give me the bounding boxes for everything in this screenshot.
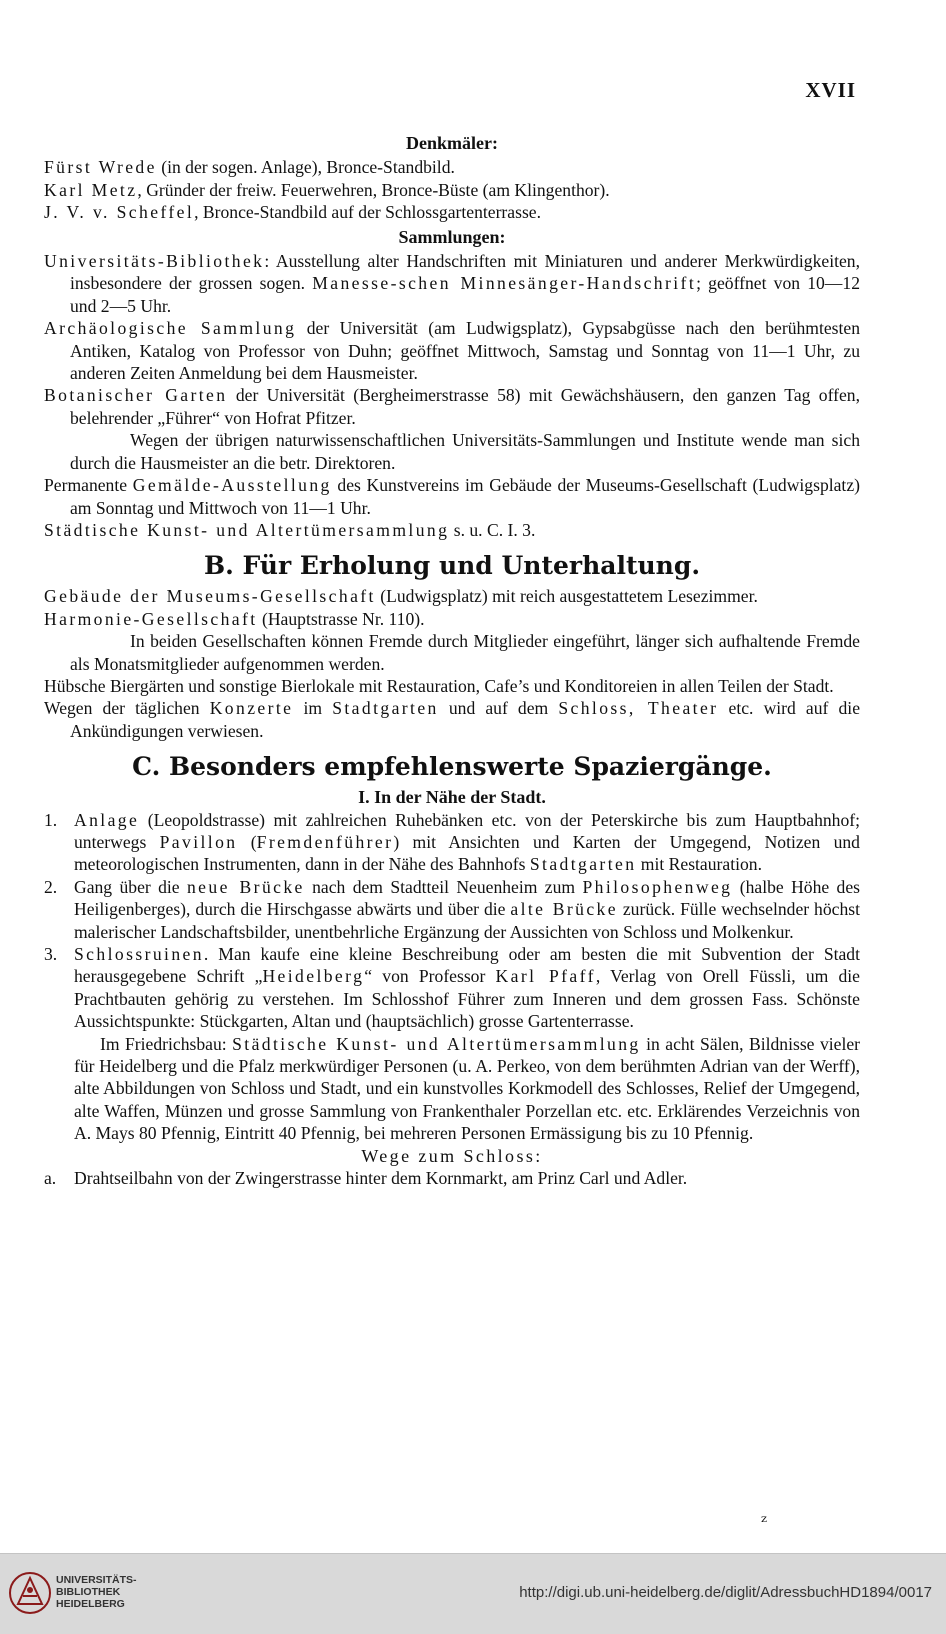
section-subtitle: I. In der Nähe der Stadt.: [358, 787, 546, 808]
erholung-note: In beiden Gesellschaften können Fremde durch Mitglieder eingeführt, länger sich aufhaltende Fremde als Monatsmitglieder aufgenommen werden.: [70, 631, 860, 674]
section-title-spaziergaenge: C. Besonders empfehlenswerte Spaziergänge.: [132, 752, 772, 782]
friedrichsbau-paragraph: Im Friedrichsbau: Städtische Kunst- und Altertümersammlung in acht Sälen, Bildnisse vieler für Heidelberg und die Pfalz merkwürdiger Personen (u. A. Perkeo, von dem berühmten Adrian van der Werff), alte Abbildungen von Schloss und Stadt, und ein kunstvolles Korkmodell des Schlosses, Relief der Umgegend, alte Waffen, Münzen und grosse Sammlung von Frankenthaler Porzellan etc. etc. Erklärendes Verzeichnis von A. Mays 80 Pfennig, Eintritt 40 Pfennig, bei mehreren Personen Ermässigung bis zu 10 Pfennig.: [74, 1033, 860, 1144]
denkmaeler-list: [44, 156, 860, 223]
source-url-link[interactable]: http://digi.ub.uni-heidelberg.de/diglit/AdressbuchHD1894/0017: [519, 1584, 932, 1601]
corner-mark: ᶻ: [761, 1512, 767, 1533]
library-logo-text: UNIVERSITÄTS- BIBLIOTHEK HEIDELBERG: [56, 1574, 137, 1610]
list-item: 2. Gang über die neue Brücke nach dem Stadtteil Neuenheim zum Philosophenweg (halbe Höhe des Heiligenberges), durch die Hirschgasse abwärts und über die alte Brücke zurück. Fülle wechselnder höchst malerischer Landschaftsbilder, unentbehrliche Ergänzung der Aussichten von Schloss und Molkenkur.: [44, 876, 861, 942]
wege-title: Wege zum Schloss:: [361, 1145, 543, 1166]
spaziergaenge-list: [44, 809, 860, 1033]
list-item: a. Drahtseilbahn von der Zwingerstrasse hinter dem Kornmarkt, am Prinz Carl und Adler.: [44, 1168, 688, 1189]
list-item: Städtische Kunst- und Altertümersammlung s. u. C. I. 3.: [44, 519, 536, 540]
list-item: 1. Anlage (Leopoldstrasse) mit zahlreichen Ruhebänken etc. von der Peterskirche bis zum Hauptbahnhof; unterwegs Pavillon (Fremdenführer) mit Ansichten und Karten der Umgegend, Notizen und meteorologischen Instrumenten, dann in der Nähe des Bahnhofs Stadtgarten mit Restauration.: [44, 809, 860, 875]
list-item: Botanischer Garten der Universität (Bergheimerstrasse 58) mit Gewächshäusern, den ganzen Tag offen, belehrender „Führer“ von Hofrat Pfitzer.: [44, 385, 860, 428]
list-item: Hübsche Biergärten und sonstige Bierlokale mit Restauration, Cafe’s und Konditoreien in allen Teilen der Stadt.: [44, 675, 834, 696]
sammlungen-note: Wegen der übrigen naturwissenschaftlichen Universitäts-Sammlungen und Institute wende man sich durch die Hausmeister an die betr. Direktoren.: [70, 430, 860, 473]
erholung-list: [44, 585, 860, 742]
list-item: Karl Metz, Gründer der freiw. Feuerwehren, Bronce-Büste (am Klingenthor).: [44, 179, 610, 200]
sammlungen-list: [44, 250, 860, 541]
section-title-sammlungen: Sammlungen:: [398, 226, 506, 247]
library-logo-icon: [8, 1570, 52, 1616]
list-item: Archäologische Sammlung der Universität (am Ludwigsplatz), Gypsabgüsse nach den berühmtesten Antiken, Katalog von Professor von Duhn; geöffnet Mittwoch, Samstag und Sonntag von 11—1 Uhr, zu anderen Zeiten Anmeldung bei dem Hausmeister.: [44, 318, 861, 384]
list-item: Harmonie-Gesellschaft (Hauptstrasse Nr. 110).: [44, 608, 425, 629]
section-title-erholung: B. Für Erholung und Unterhaltung.: [203, 551, 701, 581]
page-number: XVII: [805, 78, 856, 102]
section-title-denkmaeler: Denkmäler:: [406, 133, 498, 153]
list-item: J. V. v. Scheffel, Bronce-Standbild auf der Schlossgartenterrasse.: [44, 202, 541, 223]
wege-list: [44, 1167, 860, 1189]
list-item: Universitäts-Bibliothek: Ausstellung alter Handschriften mit Miniaturen und anderer Merkwürdigkeiten, insbesondere der grossen sogen. Manesse-schen Minnesänger-Handschrift; geöffnet von 10—12 und 2—5 Uhr.: [44, 251, 860, 316]
footer-bar: [0, 1553, 946, 1634]
list-item: Permanente Gemälde-Ausstellung des Kunstvereins im Gebäude der Museums-Gesellschaft (Ludwigsplatz) am Sonntag und Mittwoch von 11—1 Uhr.: [44, 475, 860, 518]
list-item: Fürst Wrede (in der sogen. Anlage), Bronce-Standbild.: [44, 157, 455, 178]
page-content: [44, 130, 860, 1189]
list-item: 3. Schlossruinen. Man kaufe eine kleine Beschreibung oder am besten die mit Subvention der Stadt herausgegebene Schrift „Heidelberg“ von Professor Karl Pfaff, Verlag von Orell Füssli, um die Prachtbauten gehörig zu verstehen. Im Schlosshof Führer zum Inneren und dem grossen Fass. Schönste Aussichtspunkte: Stückgarten, Altan und (hauptsächlich) grosse Gartenterrasse.: [44, 944, 860, 1032]
list-item: Gebäude der Museums-Gesellschaft (Ludwigsplatz) mit reich ausgestattetem Lesezimmer.: [44, 586, 758, 607]
list-item: Wegen der täglichen Konzerte im Stadtgarten und auf dem Schloss, Theater etc. wird auf die Ankündigungen verwiesen.: [44, 698, 861, 741]
